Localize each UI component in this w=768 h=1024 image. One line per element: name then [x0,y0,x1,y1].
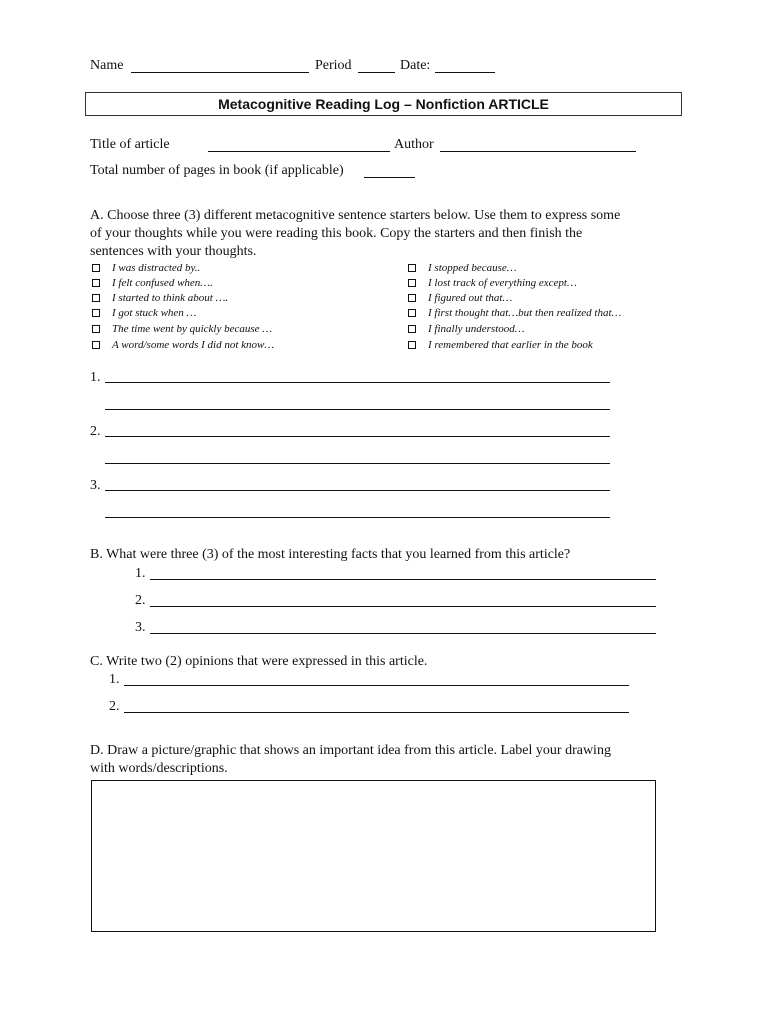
checkbox-icon[interactable] [92,264,100,272]
starter-right-4: I first thought that…but then realized that… [428,307,622,319]
section-c-answer-2[interactable] [124,712,629,713]
section-c-prompt: C. Write two (2) opinions that were expressed in this article. [90,654,428,669]
page-title-box [85,92,682,116]
pages-label: Total number of pages in book (if applicable) [90,163,344,178]
starter-right-6: I remembered that earlier in the book [428,339,593,351]
section-a-answer-3a[interactable] [105,490,610,491]
checkbox-icon[interactable] [92,325,100,333]
period-field[interactable] [358,72,395,73]
starter-left-1: I was distracted by.. [112,262,201,274]
article-title-field[interactable] [208,151,390,152]
starter-right-2: I lost track of everything except… [428,277,577,289]
section-a-answer-1a[interactable] [105,382,610,383]
date-field[interactable] [435,72,495,73]
section-a-number-1: 1. [90,370,101,385]
drawing-area[interactable] [91,780,656,932]
section-b-answer-1[interactable] [150,579,656,580]
checkbox-icon[interactable] [408,341,416,349]
author-label: Author [394,137,434,152]
checkbox-icon[interactable] [408,264,416,272]
starter-left-2: I felt confused when…. [112,277,213,289]
starter-left-5: The time went by quickly because … [112,323,273,335]
checkbox-icon[interactable] [92,341,100,349]
section-c-answer-1[interactable] [124,685,629,686]
name-field[interactable] [131,72,309,73]
section-a-prompt-2: of your thoughts while you were reading this book. Copy the starters and then finish the [90,226,583,241]
author-field[interactable] [440,151,636,152]
section-a-number-3: 3. [90,478,101,493]
section-d-prompt-2: with words/descriptions. [90,761,228,776]
section-a-number-2: 2. [90,424,101,439]
starter-left-4: I got stuck when … [112,307,197,319]
section-a-answer-2b[interactable] [105,463,610,464]
section-b-answer-2[interactable] [150,606,656,607]
checkbox-icon[interactable] [408,279,416,287]
section-c-number-1: 1. [109,672,120,687]
starter-right-5: I finally understood… [428,323,525,335]
checkbox-icon[interactable] [92,294,100,302]
section-a-answer-3b[interactable] [105,517,610,518]
period-label: Period [315,58,352,73]
section-a-answer-1b[interactable] [105,409,610,410]
section-b-answer-3[interactable] [150,633,656,634]
starter-right-3: I figured out that… [428,292,513,304]
section-b-number-2: 2. [135,593,146,608]
page-title: Metacognitive Reading Log – Nonfiction ARTICLE [218,96,549,112]
checkbox-icon[interactable] [408,309,416,317]
pages-field[interactable] [364,177,415,178]
name-label: Name [90,58,124,73]
starter-left-6: A word/some words I did not know… [112,339,275,351]
section-c-number-2: 2. [109,699,120,714]
section-b-prompt: B. What were three (3) of the most interesting facts that you learned from this article? [90,547,571,562]
starter-right-1: I stopped because… [428,262,517,274]
checkbox-icon[interactable] [92,309,100,317]
section-b-number-3: 3. [135,620,146,635]
section-a-answer-2a[interactable] [105,436,610,437]
section-d-prompt-1: D. Draw a picture/graphic that shows an important idea from this article. Label your drawing [90,743,611,758]
checkbox-icon[interactable] [408,325,416,333]
starter-left-3: I started to think about …. [112,292,229,304]
section-a-prompt-3: sentences with your thoughts. [90,244,257,259]
checkbox-icon[interactable] [408,294,416,302]
section-b-number-1: 1. [135,566,146,581]
checkbox-icon[interactable] [92,279,100,287]
date-label: Date: [400,58,431,73]
article-title-label: Title of article [90,137,170,152]
section-a-prompt-1: A. Choose three (3) different metacognitive sentence starters below. Use them to express some [90,208,621,223]
